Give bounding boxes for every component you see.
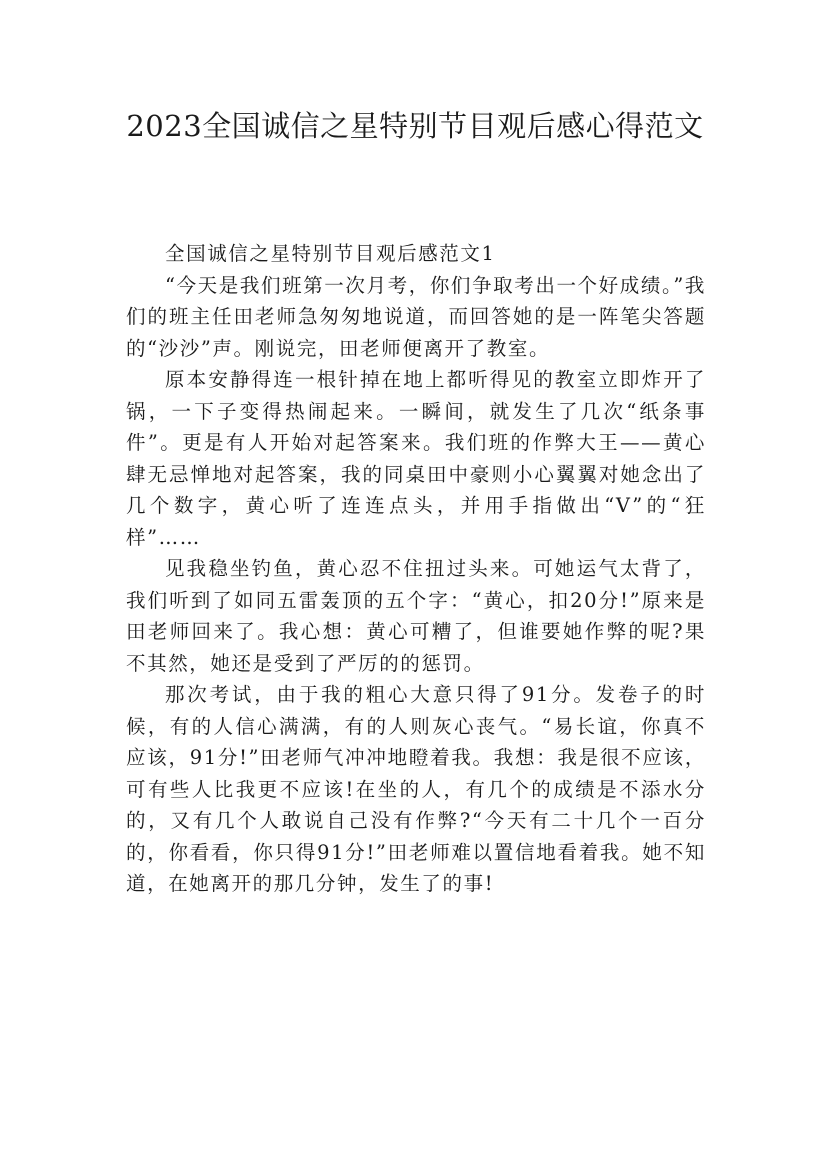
paragraph: 见我稳坐钓鱼，黄心忍不住扭过头来。可她运气太背了，我们听到了如同五雷轰顶的五个字：“黄心，扣20分!”原来是田老师回来了。我心想：黄心可糟了，但谁要她作弊的呢?果不其然，她还是受到了严厉的的惩罚。 (126, 557, 706, 675)
paragraph: “今天是我们班第一次月考，你们争取考出一个好成绩。”我们的班主任田老师急匆匆地说道，而回答她的是一阵笔尖答题的“沙沙”声。刚说完，田老师便离开了教室。 (126, 273, 706, 360)
section-heading: 全国诚信之星特别节目观后感范文1 (165, 242, 496, 265)
paragraph: 原本安静得连一根针掉在地上都听得见的教室立即炸开了锅，一下子变得热闹起来。一瞬间，就发生了几次“纸条事件”。更是有人开始对起答案来。我们班的作弊大王——黄心肆无忌惮地对起答案，我的同桌田中豪则小心翼翼对她念出了几个数字，黄心听了连连点头，并用手指做出“V”的“狂样”…… (126, 368, 706, 549)
paragraph: 那次考试，由于我的粗心大意只得了91分。发卷子的时候，有的人信心满满，有的人则灰心丧气。“易长谊，你真不应该，91分!”田老师气冲冲地瞪着我。我想：我是很不应该，可有些人比我更不应该!在坐的人，有几个的成绩是不添水分的，又有几个人敢说自己没有作弊?“今天有二十几个一百分的，你看看，你只得91分!”田老师难以置信地看着我。她不知道，在她离开的那几分钟，发生了的事! (126, 683, 706, 895)
document-title: 2023全国诚信之星特别节目观后感心得范文 (126, 109, 704, 143)
document-body (126, 238, 706, 900)
